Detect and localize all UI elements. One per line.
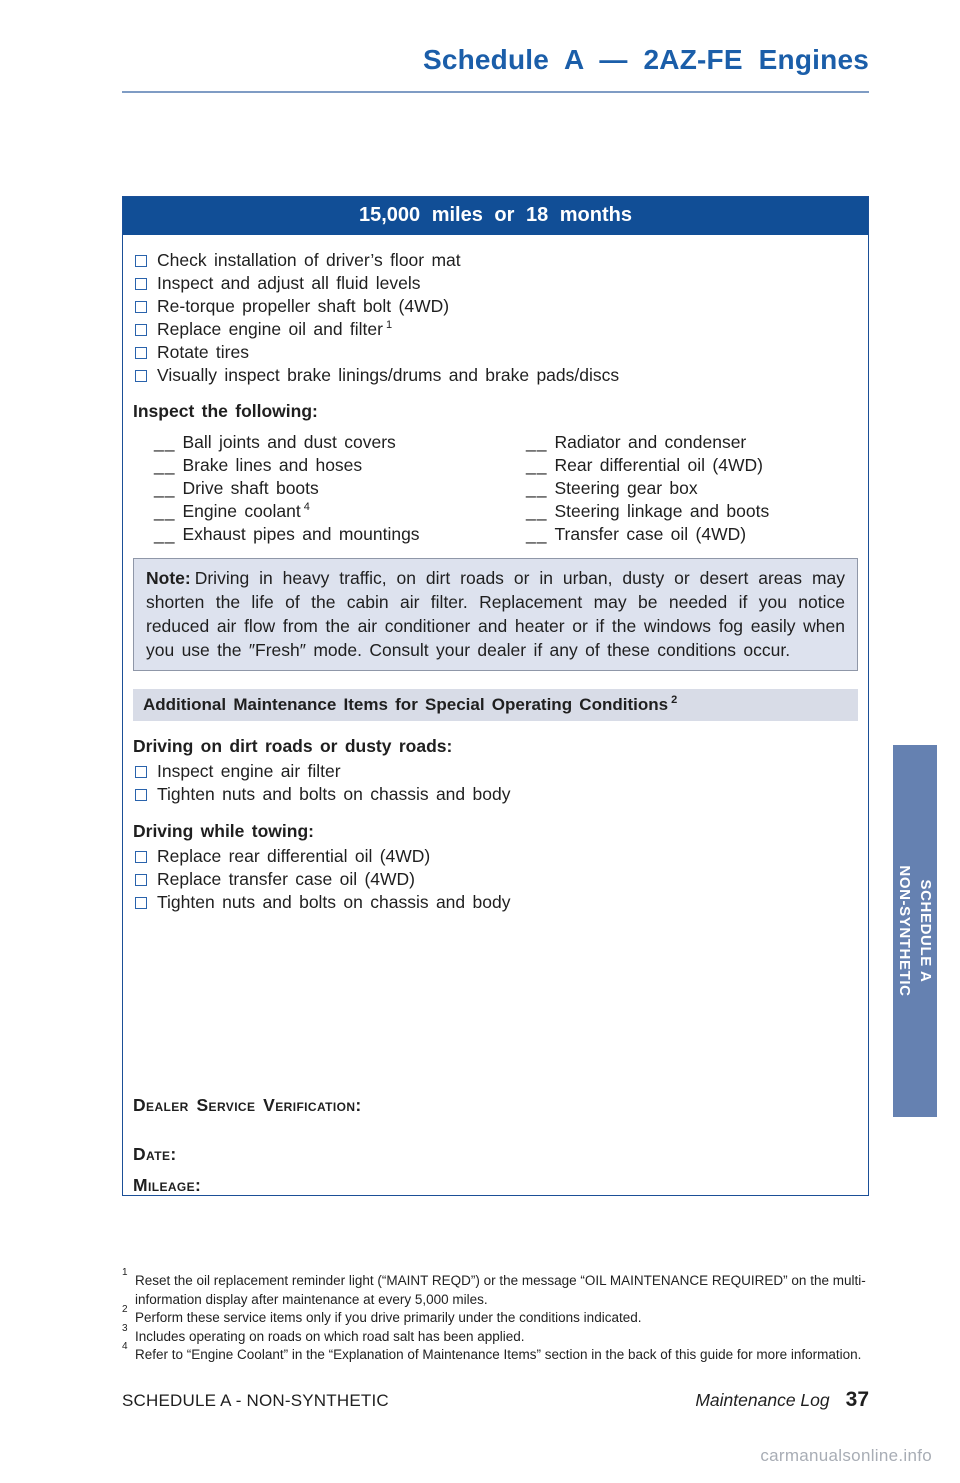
checklist-item-label	[157, 868, 415, 891]
section-edge-tab	[893, 745, 937, 1117]
item-text: Replace transfer case oil (4WD)	[157, 869, 415, 889]
checkbox-icon	[135, 324, 147, 336]
checkbox-icon	[135, 766, 147, 778]
inspect-column-left	[154, 431, 526, 546]
inspect-item	[154, 454, 526, 477]
blank-line: __	[526, 432, 548, 452]
footer-right-group	[695, 1388, 869, 1412]
dealer-service-verification-label: Dealer Service Verification:	[133, 1095, 362, 1115]
inspect-heading: Inspect the following:	[133, 401, 318, 421]
item-text: Ball joints and dust covers	[182, 432, 396, 452]
inspect-column-right	[526, 431, 858, 546]
note-text: Driving in heavy traffic, on dirt roads or in urban, dusty or desert areas may shorten the life of the cabin air filter. Replacement may be needed if you notice reduced air flow from the air conditioner and heater or if the windows fog easily when you use the ″Fresh″ mode. Consult your dealer if any of these conditions occur.	[146, 568, 845, 660]
checklist-item	[133, 891, 858, 914]
footnote-ref: 2	[671, 694, 678, 707]
note-label: Note:	[146, 568, 191, 588]
item-text: Brake lines and hoses	[182, 455, 363, 475]
watermark: carmanualsonline.info	[760, 1446, 932, 1465]
interval-header: 15,000 miles or 18 months	[123, 197, 868, 235]
footnote-ref: 4	[303, 501, 310, 514]
tab-label-line1: SCHEDULE A	[917, 879, 934, 983]
blank-line: __	[526, 524, 548, 544]
checkbox-icon	[135, 347, 147, 359]
header-text: Additional Maintenance Items for Special Operating Conditions	[143, 695, 669, 714]
date-label: Date:	[133, 1144, 177, 1164]
footnote-number: 2	[122, 1304, 128, 1315]
footnote-number: 1	[122, 1267, 128, 1278]
inspect-item	[526, 454, 858, 477]
item-text: Exhaust pipes and mountings	[182, 524, 420, 544]
checklist-item-label	[157, 249, 464, 272]
page-title: Schedule A — 2AZ-FE Engines	[422, 44, 869, 75]
blank-line: __	[154, 501, 176, 521]
title-divider	[122, 91, 869, 93]
item-text: Drive shaft boots	[182, 478, 319, 498]
checkbox-icon	[135, 897, 147, 909]
checkbox-icon	[135, 851, 147, 863]
checklist-item-label	[157, 845, 430, 868]
blank-line: __	[154, 432, 176, 452]
inspect-item	[526, 500, 858, 523]
checkbox-icon	[135, 874, 147, 886]
tab-label-line2: NON-SYNTHETIC	[896, 865, 913, 997]
item-text: Inspect engine air filter	[157, 761, 341, 781]
item-text: Radiator and condenser	[554, 432, 747, 452]
maintenance-log-label: Maintenance Log	[695, 1390, 830, 1410]
blank-line: __	[526, 478, 548, 498]
maintenance-schedule-card	[122, 196, 869, 1196]
checkbox-icon	[135, 255, 147, 267]
card-body	[123, 235, 868, 1197]
item-text: Tighten nuts and bolts on chassis and body	[157, 892, 511, 912]
item-text: Visually inspect brake linings/drums and brake pads/discs	[157, 365, 620, 385]
checklist-item	[133, 868, 858, 891]
section-tab-label	[894, 865, 936, 996]
checkbox-icon	[135, 278, 147, 290]
blank-line: __	[526, 501, 548, 521]
item-text: Rear differential oil (4WD)	[554, 455, 763, 475]
checklist-item-label	[157, 318, 392, 341]
checklist-item-label	[157, 341, 252, 364]
checklist-item	[133, 783, 858, 806]
footer-section-label: SCHEDULE A - NON-SYNTHETIC	[122, 1391, 389, 1410]
inspect-item	[154, 523, 526, 546]
item-text: Re-torque propeller shaft bolt (4WD)	[157, 296, 450, 316]
dealer-verification-block	[133, 1094, 858, 1197]
item-text: Replace rear differential oil (4WD)	[157, 846, 431, 866]
checklist-item	[133, 760, 858, 783]
checklist-item-label	[157, 272, 423, 295]
item-text: Check installation of driver’s floor mat	[157, 250, 461, 270]
item-text: Replace engine oil and filter	[157, 319, 383, 339]
inspect-item	[526, 431, 858, 454]
checklist-item-label	[157, 760, 341, 783]
inspect-columns	[133, 431, 858, 546]
additional-conditions-header	[133, 689, 858, 721]
checklist-item	[133, 845, 858, 868]
checklist-item	[133, 364, 858, 387]
footnote-text: Includes operating on roads on which road salt has been applied.	[135, 1328, 525, 1344]
footnote-text: Perform these service items only if you drive primarily under the conditions indicated.	[135, 1310, 642, 1325]
checkbox-icon	[135, 370, 147, 382]
footnote-2	[122, 1304, 870, 1328]
checklist-item	[133, 318, 858, 341]
footnote-text: Reset the oil replacement reminder light (“MAINT REQD”) or the message “OIL MAINTENANCE REQUIRED” on the multi-information display after maintenance at every 5,000 miles.	[135, 1273, 866, 1307]
footnote-text: Refer to “Engine Coolant” in the “Explanation of Maintenance Items” section in the back of this guide for more information.	[135, 1347, 862, 1362]
checklist-item-label	[157, 295, 452, 318]
checklist-item	[133, 341, 858, 364]
footnotes	[122, 1267, 870, 1365]
section-heading-towing: Driving while towing:	[133, 821, 314, 841]
item-text: Transfer case oil (4WD)	[554, 524, 747, 544]
checkbox-icon	[135, 301, 147, 313]
item-text: Tighten nuts and bolts on chassis and body	[157, 784, 511, 804]
inspect-item	[154, 431, 526, 454]
footnote-3	[122, 1322, 870, 1347]
blank-line: __	[154, 524, 176, 544]
note-box	[133, 558, 858, 671]
checkbox-icon	[135, 789, 147, 801]
inspect-item	[526, 523, 858, 546]
item-text: Engine coolant	[182, 501, 301, 521]
checklist-item	[133, 249, 858, 272]
item-text: Steering gear box	[554, 478, 698, 498]
footnote-1	[122, 1267, 870, 1309]
page-footer	[122, 1388, 869, 1412]
footnote-ref: 1	[385, 319, 393, 332]
mileage-label: Mileage:	[133, 1175, 202, 1195]
page-number: 37	[845, 1388, 869, 1411]
footnote-4	[122, 1341, 870, 1365]
section-heading-dirt-roads: Driving on dirt roads or dusty roads:	[133, 736, 453, 756]
checklist-item-label	[157, 364, 622, 387]
footnote-number: 4	[122, 1341, 128, 1352]
blank-line: __	[154, 455, 176, 475]
blank-line: __	[154, 478, 176, 498]
checklist-item	[133, 272, 858, 295]
inspect-item	[154, 477, 526, 500]
item-text: Steering linkage and boots	[554, 501, 770, 521]
inspect-item	[154, 500, 526, 523]
checklist-item-label	[157, 891, 510, 914]
blank-line: __	[526, 455, 548, 475]
footnote-number: 3	[122, 1322, 128, 1334]
checklist-item	[133, 295, 858, 318]
item-text: Inspect and adjust all fluid levels	[157, 273, 421, 293]
item-text: Rotate tires	[157, 342, 249, 362]
inspect-item	[526, 477, 858, 500]
checklist-item-label	[157, 783, 510, 806]
